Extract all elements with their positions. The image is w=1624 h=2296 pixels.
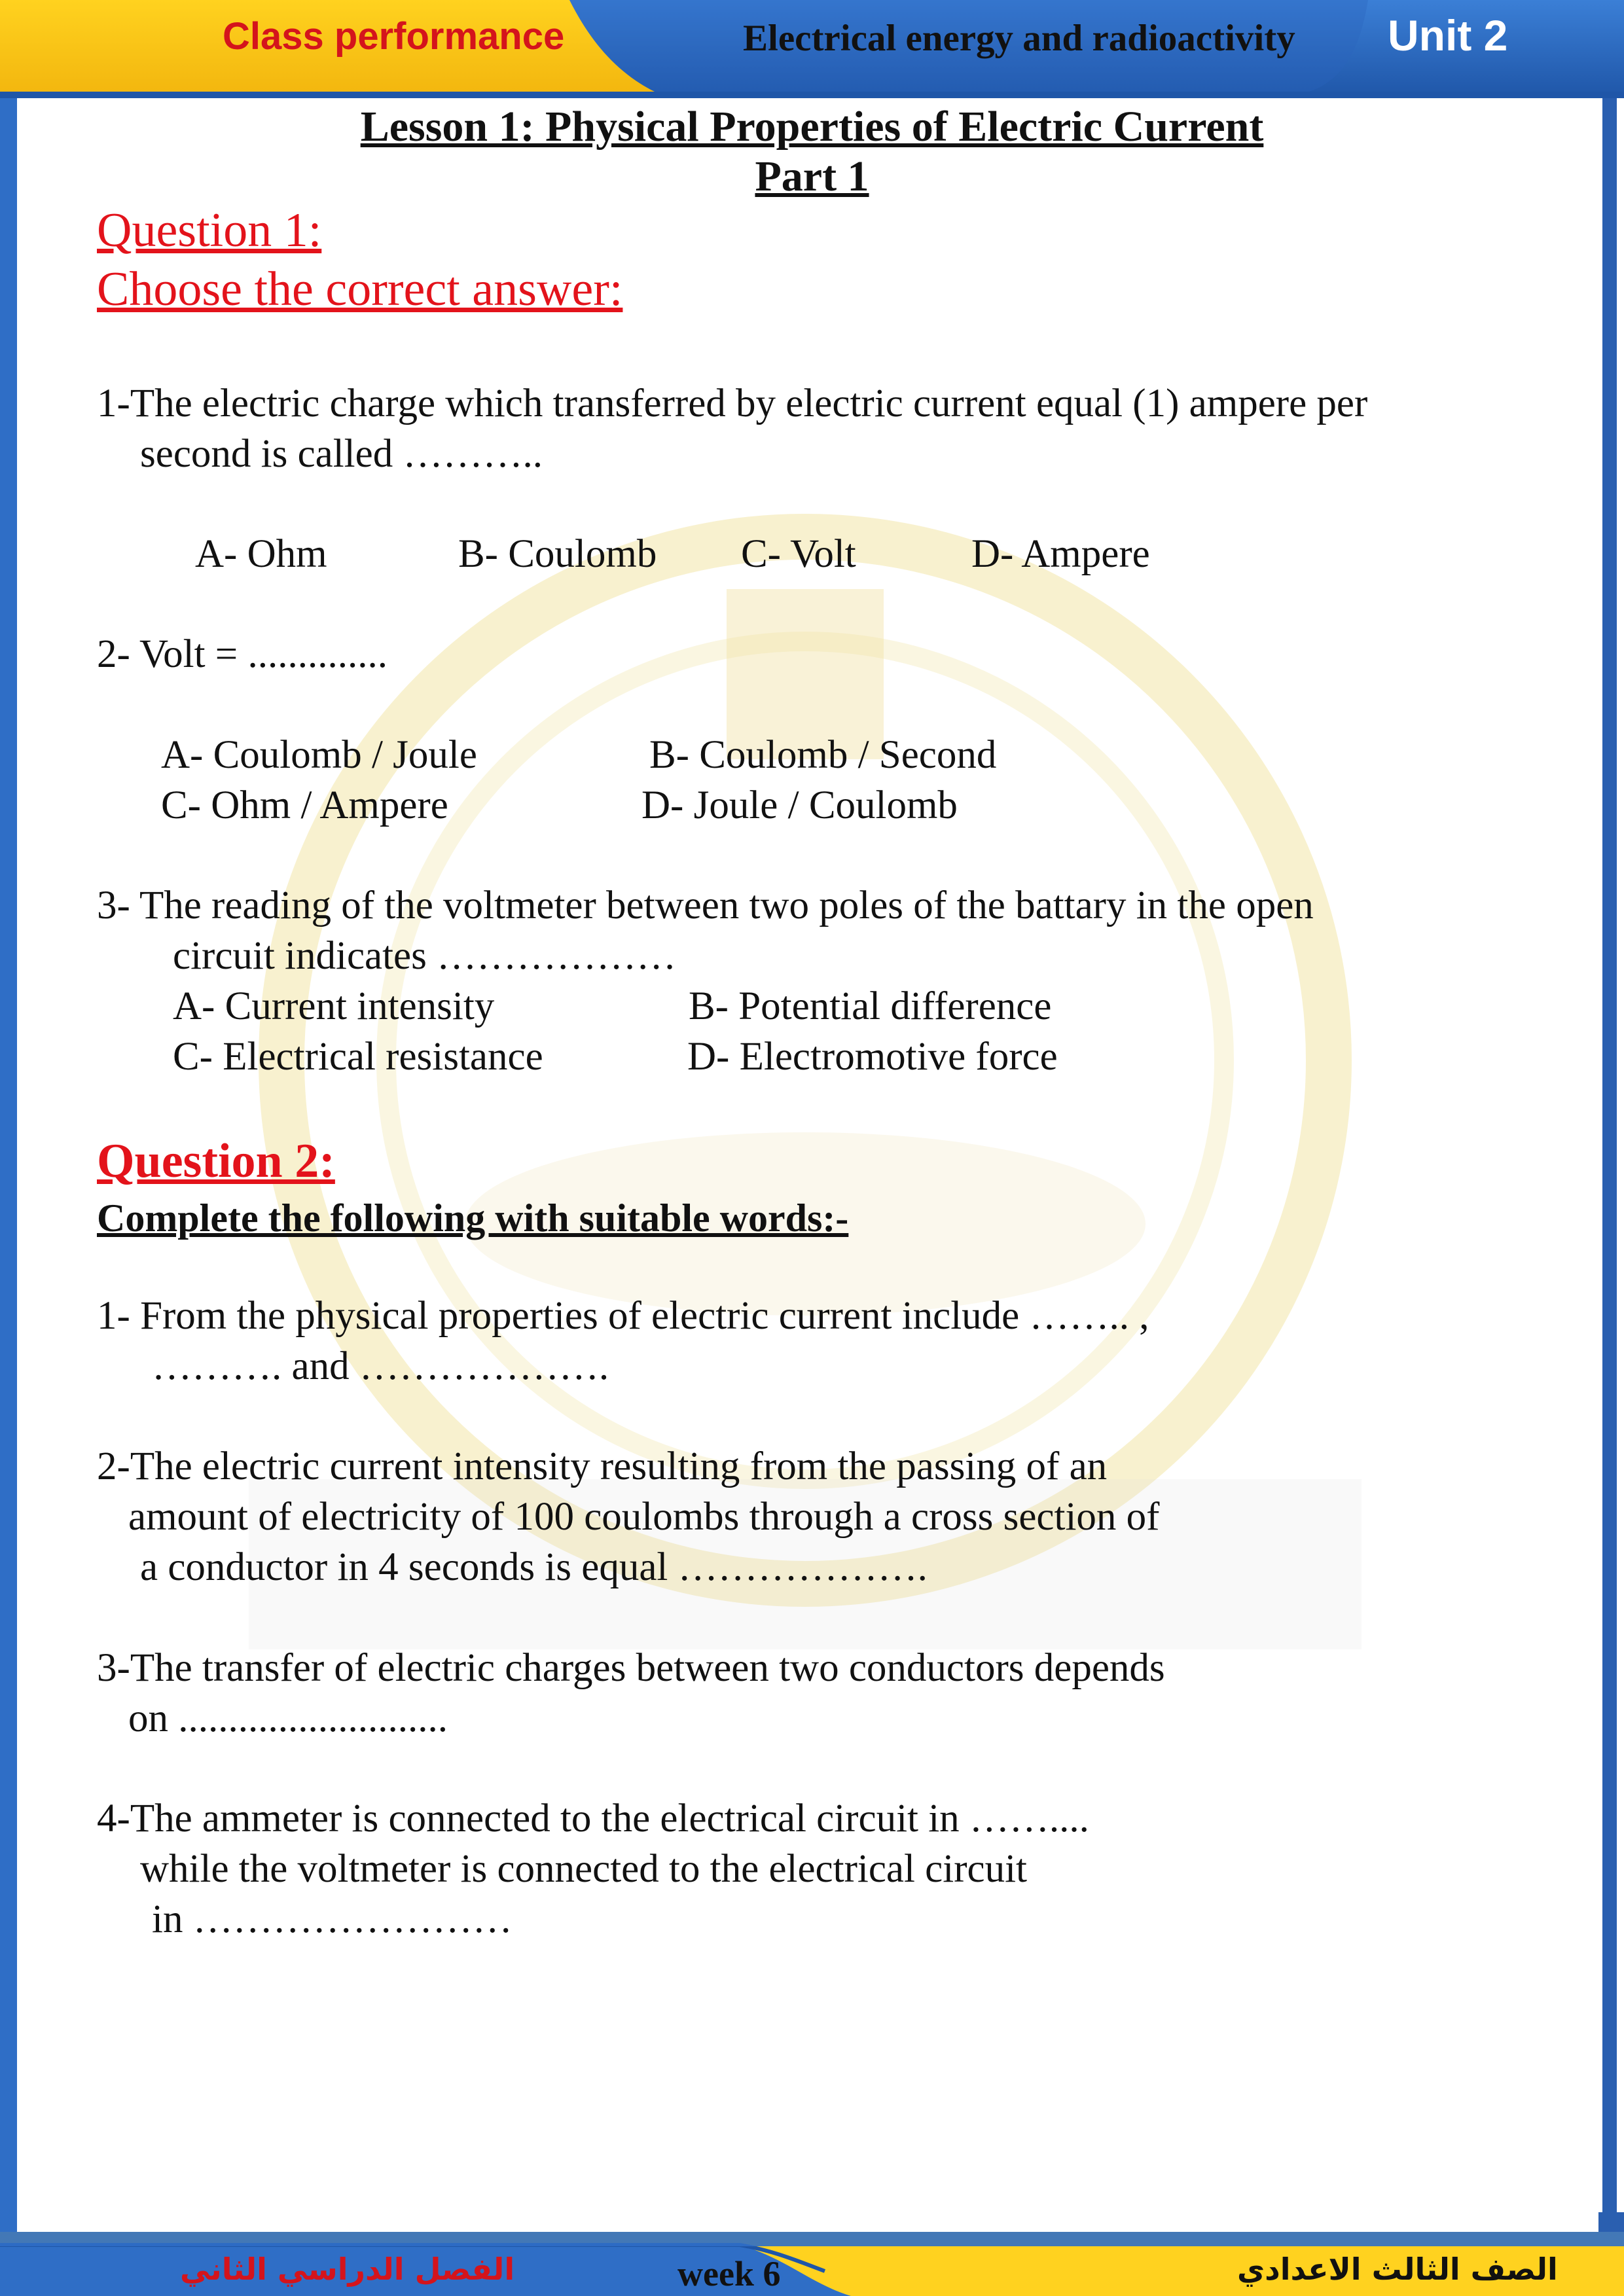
- q1-item-1-text: 1-The electric charge which transferred by electric current equal (1) ampere per: [97, 382, 1368, 425]
- q1-item-3-text: 3- The reading of the voltmeter between two poles of the battary in the open: [97, 884, 1314, 927]
- question-2-heading: Question 2:: [97, 1134, 335, 1188]
- q1-item-2-option-b: B- Coulomb / Second: [649, 733, 997, 777]
- q1-item-3-option-d: D- Electromotive force: [687, 1035, 1058, 1079]
- question-1-heading: Question 1:: [97, 204, 322, 257]
- q1-item-3-text-cont: circuit indicates ………………: [173, 934, 677, 978]
- footer-week: week 6: [677, 2254, 781, 2293]
- q2-item-4-text-cont-2: in ……………………: [152, 1897, 513, 1941]
- header-subject: Electrical energy and radioactivity: [743, 18, 1295, 59]
- question-2-instruction: Complete the following with suitable words:-: [97, 1196, 849, 1240]
- q1-item-2-option-a: A- Coulomb / Joule: [161, 733, 477, 777]
- q2-item-2-text-cont-1: amount of electricity of 100 coulombs through a cross section of: [128, 1495, 1160, 1539]
- q1-item-2-option-c: C- Ohm / Ampere: [161, 783, 448, 827]
- footer-grade: الصف الثالث الاعدادي: [1237, 2251, 1558, 2287]
- question-1-instruction: Choose the correct answer:: [97, 262, 623, 316]
- lesson-part: Part 1: [755, 152, 869, 200]
- lesson-title: Lesson 1: Physical Properties of Electric Current: [360, 103, 1264, 151]
- q1-item-2-option-d: D- Joule / Coulomb: [641, 783, 958, 827]
- q1-item-3-option-a: A- Current intensity: [173, 984, 495, 1028]
- q2-item-1-text-cont: ………. and ……………….: [152, 1344, 609, 1388]
- q1-item-2-text: 2- Volt = ..............: [97, 632, 388, 676]
- q1-item-1-option-b: B- Coulomb: [458, 532, 657, 576]
- footer-semester: الفصل الدراسي الثاني: [180, 2251, 515, 2287]
- q2-item-3-text-cont: on ...........................: [128, 1696, 448, 1740]
- q1-item-1-option-c: C- Volt: [741, 532, 856, 576]
- q1-item-1-option-a: A- Ohm: [195, 532, 327, 576]
- q2-item-4-text-cont-1: while the voltmeter is connected to the electrical circuit: [140, 1847, 1027, 1891]
- q1-item-1-option-d: D- Ampere: [971, 532, 1150, 576]
- q1-item-3-option-c: C- Electrical resistance: [173, 1035, 543, 1079]
- q2-item-2-text: 2-The electric current intensity resulting from the passing of an: [97, 1444, 1108, 1488]
- q2-item-2-text-cont-2: a conductor in 4 seconds is equal ……………….: [140, 1545, 928, 1589]
- page-footer: [0, 2232, 1624, 2296]
- q2-item-4-text: 4-The ammeter is connected to the electrical circuit in ……....: [97, 1797, 1089, 1840]
- q1-item-1-text-cont: second is called ………..: [140, 432, 543, 476]
- header-class-performance: Class performance: [223, 15, 565, 58]
- header-unit: Unit 2: [1388, 11, 1508, 60]
- q2-item-1-text: 1- From the physical properties of electric current include …….. ,: [97, 1294, 1149, 1338]
- q2-item-3-text: 3-The transfer of electric charges between two conductors depends: [97, 1646, 1165, 1690]
- q1-item-3-option-b: B- Potential difference: [689, 984, 1052, 1028]
